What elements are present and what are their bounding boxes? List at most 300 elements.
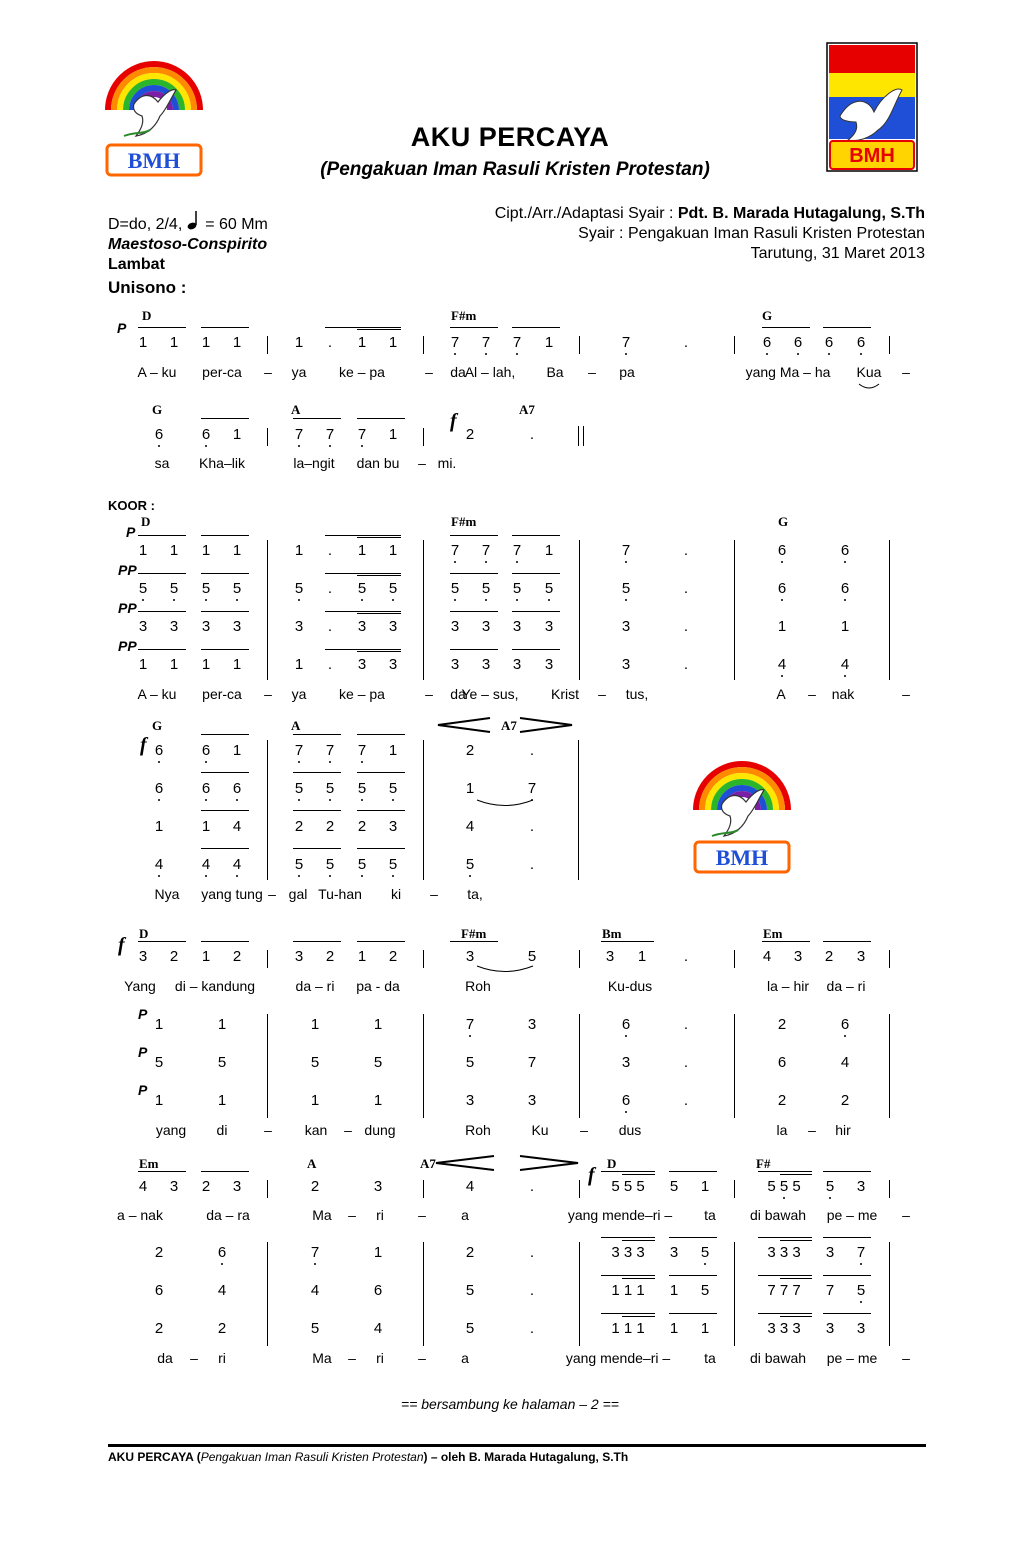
lyric-syllable: Ba <box>546 364 564 380</box>
choir-note: . <box>683 542 689 559</box>
choir-note: 1 <box>388 542 398 559</box>
beam-line <box>450 535 498 536</box>
choir-note: 1 <box>217 1016 227 1033</box>
melody-note: 6 <box>762 334 772 351</box>
section-unisono: Unisono : <box>108 278 187 297</box>
beam-line <box>512 611 560 612</box>
bar-line <box>889 1242 890 1346</box>
choir-note: . <box>529 1244 535 1261</box>
bar-line <box>578 426 579 446</box>
composer-label: Cipt./Arr./Adaptasi Syair : <box>494 205 678 222</box>
lyric-syllable: mi. <box>437 455 457 471</box>
choir-note: . <box>529 856 535 873</box>
bar-line <box>579 1014 580 1118</box>
bar-line <box>267 1014 268 1118</box>
bar-line <box>578 740 579 880</box>
choir-note: 2 <box>840 1092 850 1109</box>
octave-dot <box>298 599 300 601</box>
octave-dot <box>392 875 394 877</box>
choir-note: 6 <box>621 1092 631 1109</box>
chord-label: F#m <box>451 308 477 323</box>
choir-note: 1 <box>700 1320 710 1337</box>
beam-line <box>357 848 405 849</box>
choir-note: 6 <box>840 542 850 559</box>
date: Tarutung, 31 Maret 2013 <box>750 245 925 262</box>
choir-note: 5 <box>465 856 475 873</box>
beam-line <box>450 941 498 942</box>
beam-line <box>138 611 186 612</box>
lyric-syllable: di – kandung <box>174 978 256 994</box>
beam-line <box>293 734 341 735</box>
octave-dot <box>158 761 160 763</box>
lyric-syllable: – <box>268 886 276 902</box>
choir-note: 7 <box>450 542 460 559</box>
choir-note: 6 <box>154 742 164 759</box>
beam-line <box>780 1240 812 1241</box>
choir-note: 1 1 1 <box>611 1320 645 1337</box>
lyric-syllable: – <box>264 686 272 702</box>
choir-note: . <box>683 1016 689 1033</box>
bar-line <box>579 950 580 968</box>
choir-note: 1 <box>201 948 211 965</box>
beam-line <box>823 327 871 328</box>
lyric-syllable: pa <box>619 364 635 380</box>
octave-dot <box>516 353 518 355</box>
beam-line <box>201 573 249 574</box>
lyric-syllable: dan bu <box>356 455 400 471</box>
choir-note: 5 <box>357 580 367 597</box>
octave-dot <box>797 353 799 355</box>
key-signature: D=do, 2/4, <box>108 216 183 233</box>
svg-text:BMH: BMH <box>849 145 895 167</box>
lyric-syllable: ki <box>390 886 402 902</box>
choir-note: 5 <box>294 780 304 797</box>
choir-note: 1 <box>310 1092 320 1109</box>
choir-note: 1 <box>232 542 242 559</box>
lyric-syllable: Tu-han <box>318 886 362 902</box>
lyric-syllable: sa <box>154 455 170 471</box>
octave-dot <box>783 1197 785 1199</box>
choir-note: 3 <box>201 618 211 635</box>
beam-line <box>669 1237 717 1238</box>
choir-note: 1 <box>373 1016 383 1033</box>
choir-note: 3 <box>169 1178 179 1195</box>
lyric-syllable: – <box>190 1350 198 1366</box>
melody-note: 6 <box>154 426 164 443</box>
tempo-bpm: = 60 Mm <box>205 216 268 233</box>
bar-line <box>267 428 268 446</box>
choir-note: 5 <box>465 1282 475 1299</box>
choir-note: 3 <box>357 618 367 635</box>
lyric-syllable: Roh <box>465 978 491 994</box>
dynamic-mark: f <box>588 1164 595 1186</box>
choir-note: 5 <box>825 1178 835 1195</box>
choir-note: 4 <box>201 856 211 873</box>
lyric-syllable: la – hir <box>766 978 810 994</box>
choir-note: 2 <box>465 1244 475 1261</box>
choir-note: . <box>327 618 333 635</box>
choir-note: 6 <box>777 580 787 597</box>
lyric-syllable: ta <box>704 1350 716 1366</box>
beam-line <box>622 1240 655 1241</box>
choir-note: 3 <box>621 618 631 635</box>
beam-line <box>758 1237 812 1238</box>
beam-line <box>601 941 654 942</box>
octave-dot <box>485 353 487 355</box>
octave-dot <box>314 1263 316 1265</box>
choir-note: 1 <box>388 742 398 759</box>
beam-line <box>138 327 186 328</box>
bar-line <box>267 540 268 680</box>
choir-note: 1 <box>217 1092 227 1109</box>
octave-dot <box>469 1035 471 1037</box>
choir-note: 5 <box>527 948 537 965</box>
lyric-syllable: kan <box>304 1122 328 1138</box>
choir-note: 2 <box>232 948 242 965</box>
choir-note: 5 <box>621 580 631 597</box>
lyric-syllable: Nya <box>154 886 180 902</box>
choir-note: 3 <box>544 618 554 635</box>
choir-note: 1 1 1 <box>611 1282 645 1299</box>
choir-note: 2 <box>824 948 834 965</box>
choir-note: . <box>529 1282 535 1299</box>
tempo-speed: Lambat <box>108 256 165 273</box>
choir-note: 5 <box>310 1054 320 1071</box>
chord-label: Em <box>763 926 783 941</box>
octave-dot <box>392 599 394 601</box>
choir-note: 3 <box>232 1178 242 1195</box>
chord-label: A <box>291 402 301 417</box>
choir-note: 4 <box>762 948 772 965</box>
octave-dot <box>173 599 175 601</box>
slur-icon <box>858 383 880 391</box>
choir-note: 3 <box>512 618 522 635</box>
chord-label: G <box>152 718 163 733</box>
beam-line <box>758 1313 812 1314</box>
choir-note: 1 <box>232 742 242 759</box>
lyric-syllable: A <box>776 686 786 702</box>
choir-note: 5 <box>481 580 491 597</box>
beam-line <box>758 1171 812 1172</box>
choir-note: 1 <box>201 818 211 835</box>
bar-line <box>423 540 424 680</box>
choir-note: . <box>529 1178 535 1195</box>
song-title: AKU PERCAYA <box>410 122 610 152</box>
beam-line <box>512 649 560 650</box>
bar-line <box>734 950 735 968</box>
octave-dot <box>829 1197 831 1199</box>
lyric-syllable: yang tung <box>201 886 263 902</box>
chord-label: Bm <box>602 926 622 941</box>
chord-label: A <box>291 718 301 733</box>
beam-line <box>293 418 341 419</box>
choir-note: 1 <box>465 780 475 797</box>
choir-note: 7 <box>357 742 367 759</box>
slur-icon <box>476 965 534 975</box>
choir-note: 5 5 5 <box>611 1178 645 1195</box>
lyric-syllable: yang Ma – ha <box>745 364 831 380</box>
octave-dot <box>298 445 300 447</box>
beam-line <box>762 327 810 328</box>
bar-line <box>267 336 268 354</box>
octave-dot <box>625 1111 627 1113</box>
beam-line <box>601 1313 655 1314</box>
beam-line <box>201 810 249 811</box>
beam-line <box>325 649 401 650</box>
choir-note: 2 <box>294 818 304 835</box>
choir-note: . <box>683 656 689 673</box>
choir-note: 3 <box>138 948 148 965</box>
lyric-syllable: – <box>588 364 596 380</box>
beam-line <box>293 848 341 849</box>
continued-note: == bersambung ke halaman – 2 == <box>401 1396 619 1412</box>
choir-note: 1 <box>544 542 554 559</box>
melody-note: 1 <box>388 334 398 351</box>
lyric-syllable: hir <box>835 1122 851 1138</box>
choir-note: 3 <box>388 618 398 635</box>
choir-note: 1 <box>700 1178 710 1195</box>
octave-dot <box>781 599 783 601</box>
lyric-syllable: Al – lah, <box>464 364 516 380</box>
melody-note: 2 <box>465 426 475 443</box>
chord-label: D <box>141 514 151 529</box>
lyric-syllable: ri <box>218 1350 226 1366</box>
beam-line <box>201 1171 249 1172</box>
octave-dot <box>704 1263 706 1265</box>
beam-line <box>780 1174 812 1175</box>
beam-line <box>601 1171 655 1172</box>
octave-dot <box>781 561 783 563</box>
choir-note: 3 <box>294 948 304 965</box>
lyric-syllable: da – ri <box>826 978 866 994</box>
beam-line <box>450 649 498 650</box>
beam-line <box>357 613 401 614</box>
beam-line <box>622 1278 655 1279</box>
footer-rule <box>108 1444 926 1447</box>
chord-label: A <box>307 1156 317 1171</box>
choir-note: 4 <box>310 1282 320 1299</box>
choir-note: . <box>327 542 333 559</box>
lyric-syllable: da <box>450 686 466 702</box>
octave-dot <box>766 353 768 355</box>
choir-note: 6 <box>232 780 242 797</box>
beam-line <box>325 573 401 574</box>
lyric-syllable: ri <box>376 1350 384 1366</box>
beam-line <box>138 941 186 942</box>
bar-line <box>734 1180 735 1198</box>
lyric-syllable: da <box>157 1350 173 1366</box>
choir-note: 7 <box>325 742 335 759</box>
lyric-syllable: la <box>776 1122 788 1138</box>
choir-note: 6 <box>154 1282 164 1299</box>
beam-line <box>325 611 401 612</box>
octave-dot <box>844 599 846 601</box>
melody-note: 1 <box>201 334 211 351</box>
lyric-syllable: tus, <box>625 686 649 702</box>
choir-note: 1 <box>201 656 211 673</box>
melody-note: . <box>327 334 333 351</box>
choir-note: 1 <box>154 818 164 835</box>
choir-note: 6 <box>373 1282 383 1299</box>
melody-note: 6 <box>793 334 803 351</box>
choir-note: 5 5 5 <box>767 1178 801 1195</box>
choir-note: 3 <box>825 1320 835 1337</box>
section-koor: KOOR : <box>108 498 155 513</box>
choir-note: 7 <box>621 542 631 559</box>
octave-dot <box>142 599 144 601</box>
choir-note: 4 <box>465 1178 475 1195</box>
beam-line <box>601 1237 655 1238</box>
bar-line <box>889 1180 890 1198</box>
choir-note: . <box>683 618 689 635</box>
bar-line <box>423 1014 424 1118</box>
lyric-syllable: per-ca <box>202 364 242 380</box>
choir-note: 6 <box>201 742 211 759</box>
chord-label: A7 <box>519 402 535 417</box>
beam-line <box>669 1313 717 1314</box>
choir-note: 3 <box>856 1178 866 1195</box>
bar-line <box>889 1014 890 1118</box>
octave-dot <box>485 561 487 563</box>
choir-note: 5 <box>169 580 179 597</box>
octave-dot <box>516 561 518 563</box>
lyric-syllable: ta, <box>467 886 483 902</box>
lyric-syllable: per-ca <box>202 686 242 702</box>
melody-note: 1 <box>388 426 398 443</box>
choir-note: 5 <box>357 780 367 797</box>
choir-note: 5 <box>669 1178 679 1195</box>
bar-line <box>267 740 268 880</box>
chord-label: Em <box>139 1156 159 1171</box>
beam-line <box>138 535 186 536</box>
footer-subtitle: Pengakuan Iman Rasuli Kristen Protestan <box>200 1450 424 1464</box>
lyric-syllable: – <box>418 455 426 471</box>
octave-dot <box>392 799 394 801</box>
lyric-syllable: – <box>808 1122 816 1138</box>
beam-line <box>622 1174 655 1175</box>
octave-dot <box>329 445 331 447</box>
choir-note: 5 <box>325 780 335 797</box>
choir-note: 3 <box>465 1092 475 1109</box>
beam-line <box>762 941 810 942</box>
choir-note: 2 <box>217 1320 227 1337</box>
octave-dot <box>361 761 363 763</box>
lyric-syllable: – <box>902 1207 910 1223</box>
octave-dot <box>236 875 238 877</box>
chord-label: F#m <box>451 514 477 529</box>
bar-line <box>423 950 424 968</box>
choir-note: 4 <box>217 1282 227 1299</box>
choir-note: 4 <box>373 1320 383 1337</box>
beam-line <box>780 1278 812 1279</box>
chord-label: D <box>139 926 149 941</box>
choir-note: 3 <box>450 656 460 673</box>
choir-note: 3 <box>357 656 367 673</box>
lyric-syllable: Ma <box>312 1350 332 1366</box>
lyric-syllable: Kha–lik <box>199 455 245 471</box>
melody-note: 7 <box>481 334 491 351</box>
beam-line <box>201 418 249 419</box>
bar-line <box>423 1242 424 1346</box>
footer-author: ) – oleh B. Marada Hutagalung, S.Th <box>423 1450 629 1464</box>
beam-line <box>357 734 405 735</box>
choir-note: 5 <box>138 580 148 597</box>
choir-note: 3 <box>388 818 398 835</box>
choir-note: 6 <box>777 542 787 559</box>
hairpin-icon <box>436 716 576 734</box>
beam-line <box>823 1171 871 1172</box>
beam-line <box>201 327 249 328</box>
beam-line <box>823 1313 871 1314</box>
lyric-syllable: – <box>348 1207 356 1223</box>
lyric-syllable: a – nak <box>117 1207 163 1223</box>
octave-dot <box>625 599 627 601</box>
lyric-syllable: nak <box>831 686 855 702</box>
choir-note: 1 <box>840 618 850 635</box>
lyric-syllable: ya <box>291 686 307 702</box>
choir-note: 5 <box>388 856 398 873</box>
choir-note: 3 3 3 <box>611 1244 645 1261</box>
lyric-syllable: – <box>598 686 606 702</box>
choir-note: 7 <box>310 1244 320 1261</box>
svg-text:BMH: BMH <box>715 845 769 870</box>
melody-note: 7 <box>512 334 522 351</box>
choir-note: 1 <box>138 656 148 673</box>
beam-line <box>823 1237 871 1238</box>
beam-line <box>823 941 871 942</box>
choir-note: 7 <box>527 1054 537 1071</box>
lyric-syllable: – <box>430 886 438 902</box>
choir-note: 1 <box>294 542 304 559</box>
melody-note: 1 <box>138 334 148 351</box>
octave-dot <box>158 799 160 801</box>
bar-line <box>423 740 424 880</box>
choir-note: 2 <box>154 1244 164 1261</box>
melody-note: 1 <box>544 334 554 351</box>
choir-note: 1 <box>669 1320 679 1337</box>
lyric-syllable: pe – me <box>826 1207 878 1223</box>
beam-line <box>293 772 341 773</box>
choir-note: . <box>529 1320 535 1337</box>
beam-line <box>512 535 560 536</box>
beam-line <box>357 575 401 576</box>
beam-line <box>450 573 498 574</box>
melody-note: 7 <box>450 334 460 351</box>
octave-dot <box>221 1263 223 1265</box>
hairpin-icon <box>434 1154 584 1172</box>
melody-note: 6 <box>856 334 866 351</box>
choir-note: 1 <box>310 1016 320 1033</box>
choir-note: 3 <box>527 1092 537 1109</box>
choir-note: 3 <box>512 656 522 673</box>
beam-line <box>450 327 498 328</box>
choir-note: 4 <box>840 1054 850 1071</box>
footer-title: AKU PERCAYA ( <box>108 1450 201 1464</box>
octave-dot <box>828 353 830 355</box>
dynamic-mark: PP <box>118 600 137 616</box>
octave-dot <box>844 675 846 677</box>
lyric-syllable: ta <box>704 1207 716 1223</box>
choir-note: 3 <box>856 1320 866 1337</box>
choir-note: 2 <box>310 1178 320 1195</box>
choir-note: 2 <box>325 818 335 835</box>
octave-dot <box>298 799 300 801</box>
lyric-syllable: – <box>348 1350 356 1366</box>
choir-note: 1 <box>154 1092 164 1109</box>
choir-note: 3 <box>825 1244 835 1261</box>
lyric-syllable: – <box>344 1122 352 1138</box>
octave-dot <box>158 875 160 877</box>
